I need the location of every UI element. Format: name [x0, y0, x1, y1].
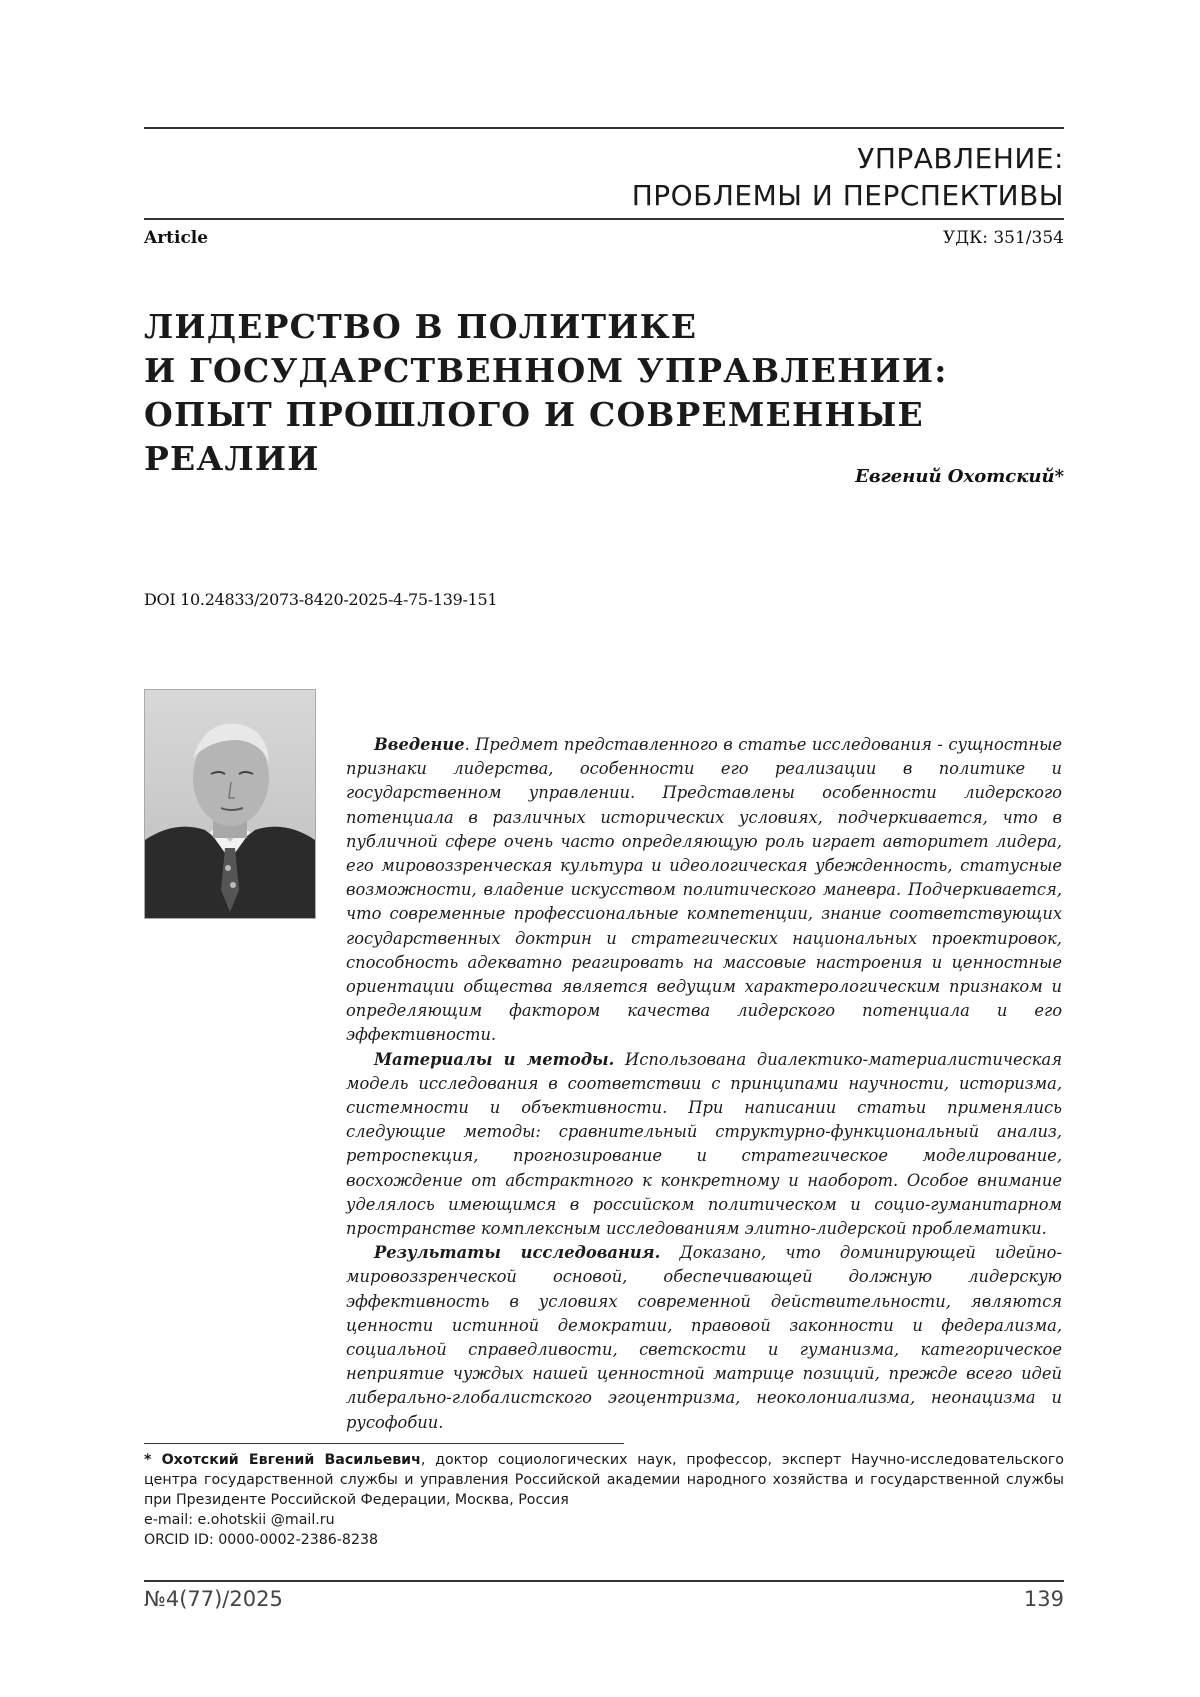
footnote-email[interactable]: e-mail: e.ohotskii @mail.ru	[144, 1512, 335, 1528]
page-number: 139	[1023, 1587, 1064, 1611]
journal-title	[632, 140, 1064, 214]
abstract-introduction	[346, 733, 1062, 1048]
introduction-heading: Введение	[374, 735, 465, 754]
abstract-results	[346, 1241, 1062, 1435]
results-heading: Результаты исследования.	[374, 1243, 661, 1263]
article-title	[144, 305, 1064, 481]
article-title-line1: ЛИДЕРСТВО В ПОЛИТИКЕ	[144, 307, 698, 346]
article-title-line3: ОПЫТ ПРОШЛОГО И СОВРЕМЕННЫЕ РЕАЛИИ	[144, 395, 924, 478]
footnote-orcid: ORCID ID: 0000-0002-2386-8238	[144, 1532, 379, 1548]
header-rule	[144, 218, 1064, 220]
introduction-text: . Предмет представленного в статье исследования - сущностные признаки лидерства, особенности его реализации в политике и государственном управлении. Представлены особенности лидерского потенциала в различных исторических условиях, подчеркивается, что в публичной сфере очень часто определяющую роль играет авторитет лидера, его мировоззренческая культура и идеологическая убежденность, статусные возможности, владение искусством политического маневра. Подчеркивается, что современные профессиональные компетенции, знание соответствующих государственных доктрин и стратегических национальных проектировок, способность адекватно реагировать на массовые настроения и ценностные ориентации общества является ведущим характерологическим признаком и определяющим фактором качества лидерского потенциала и его эффективности.	[346, 735, 1062, 1045]
footer-rule	[144, 1580, 1064, 1582]
author-name: Евгений Охотский*	[855, 466, 1064, 487]
footnote-affiliation	[144, 1450, 1064, 1510]
article-type-label: Article	[144, 228, 209, 248]
article-title-line2: И ГОСУДАРСТВЕННОМ УПРАВЛЕНИИ:	[144, 351, 948, 390]
author-photo-image	[145, 690, 315, 918]
journal-title-line2: ПРОБЛЕМЫ И ПЕРСПЕКТИВЫ	[631, 179, 1064, 212]
journal-title-line1: УПРАВЛЕНИЕ:	[857, 142, 1064, 175]
udc-code: УДК: 351/354	[942, 228, 1064, 248]
abstract-methods	[346, 1048, 1062, 1242]
author-footnote	[144, 1450, 1064, 1550]
doi: DOI 10.24833/2073-8420-2025-4-75-139-151	[144, 590, 498, 609]
author-photo	[144, 689, 316, 919]
top-rule	[144, 127, 1064, 129]
footnote-author-name: * Охотский Евгений Васильевич	[144, 1452, 421, 1468]
issue-number: №4(77)/2025	[144, 1587, 283, 1611]
results-text: Доказано, что доминирующей идейно-мировоззренческой основой, обеспечивающей должную лидерскую эффективность в условиях современной действительности, являются ценности истинной демократии, правовой законности и федерализма, социальной справедливости, светскости и гуманизма, категорическое неприятие чуждых нашей ценностной матрице позиций, прежде всего идей либерально-глобалистского эгоцентризма, неоколониализма, неонацизма и русофобии.	[346, 1243, 1062, 1432]
abstract	[346, 733, 1062, 1435]
methods-heading: Материалы и методы.	[374, 1049, 615, 1069]
footnote-rule	[144, 1443, 624, 1444]
footnote-affiliation-text: , доктор социологических наук, профессор, эксперт Научно-исследовательского центра государственной службы и управления Российской академии народного хозяйства и государственной службы при Президенте Российской Федерации, Москва, Россия	[144, 1452, 1064, 1508]
methods-text: Использована диалектико-материалистическая модель исследования в соответствии с принципами научности, историзма, системности и объективности. При написании статьи применялись следующие методы: сравнительный структурно-функциональный анализ, ретроспекция, прогнозирование и стратегическое моделирование, восхождение от абстрактного к конкретному и наоборот. Особое внимание уделялось имеющимся в российском политическом и социо-гуманитарном пространстве комплексным исследованиям элитно-лидерской проблематики.	[346, 1049, 1062, 1239]
